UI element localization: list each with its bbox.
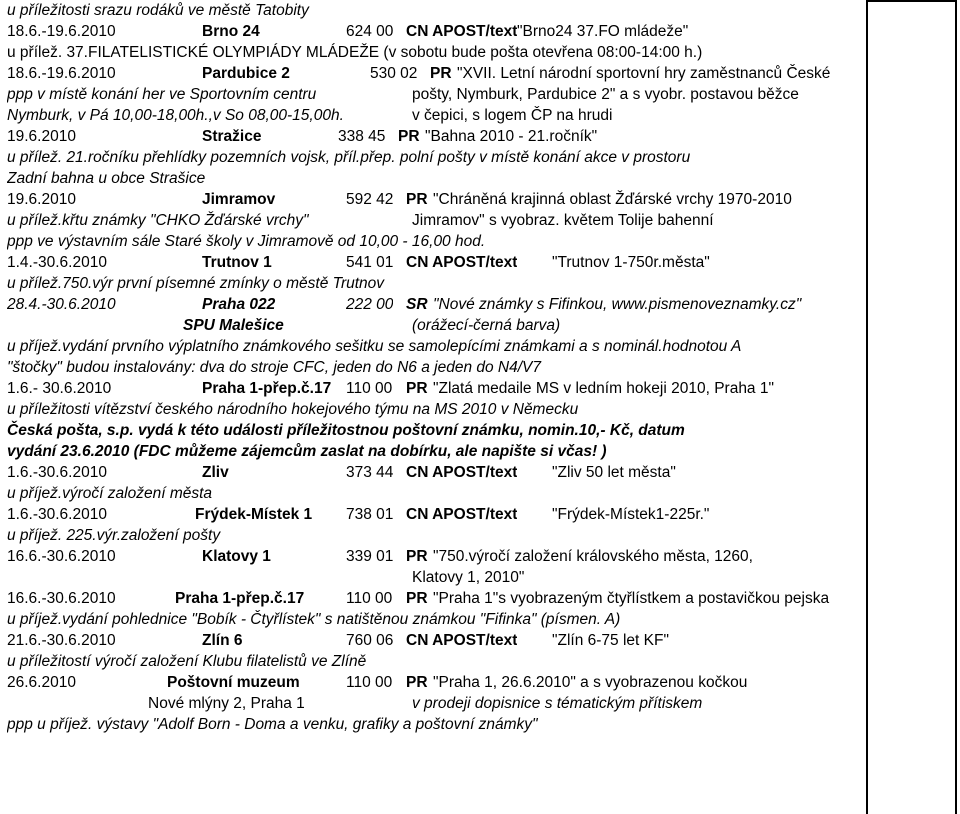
item-note: u příjež.vydání pohlednice "Bobík - Čtyřlístek" s natištěnou známkou "Fifinka" (písmen. A) [7,611,621,628]
item-type: PR [398,128,420,145]
item-postcode: 760 06 [346,632,394,649]
item-text: "Bahna 2010 - 21.ročník" [425,128,598,145]
item-postcode: 541 01 [346,254,394,271]
item-postcode: 110 00 [346,380,393,397]
item-note: u příjež.výročí založení města [7,485,213,502]
item-note: u příjež.vydání prvního výplatního známkového sešitku se samolepícími známkami a s nominál.hodnotou A [7,338,742,355]
item-text: "750.výročí založení královského města, 1260, [433,548,753,565]
item-postcode: 738 01 [346,506,394,523]
item-text: "Frýdek-Místek1-225r." [552,506,710,523]
item-text: "Zlín 6-75 let KF" [552,632,669,649]
table-border-right-outer [955,0,957,814]
item-postcode: 530 02 [370,65,418,82]
item-text: "Chráněná krajinná oblast Žďárské vrchy 1970-2010 [433,191,792,208]
item-date: 21.6.-30.6.2010 [7,632,116,649]
item-date: 18.6.-19.6.2010 [7,65,116,82]
item-office: Praha 1-přep.č.17 [175,590,305,607]
item-text: Jimramov" s vyobraz. květem Tolije bahenní [412,212,714,229]
item-text: "Brno24 37.FO mládeže" [517,23,689,40]
item-office: Frýdek-Místek 1 [195,506,313,523]
item-note: Zadní bahna u obce Strašice [7,170,206,187]
item-date: 16.6.-30.6.2010 [7,590,116,607]
item-text: "Praha 1, 26.6.2010" a s vyobrazenou kočkou [433,674,748,691]
item-date: 1.6.- 30.6.2010 [7,380,112,397]
item-note: u příležitosti srazu rodáků ve městě Tatobity [7,2,309,19]
item-office: Klatovy 1 [202,548,271,565]
item-date: 28.4.-30.6.2010 [7,296,116,313]
item-note: u přílež. 21.ročníku přehlídky pozemních vojsk, příl.přep. polní pošty v místě konání akce v prostoru [7,149,691,166]
item-date: 19.6.2010 [7,191,76,208]
item-type: CN APOST/text [406,23,518,40]
item-type: PR [430,65,452,82]
item-office: Pardubice 2 [202,65,290,82]
item-office: Praha 1-přep.č.17 [202,380,332,397]
item-text: "Zliv 50 let města" [552,464,676,481]
item-postcode: 339 01 [346,548,394,565]
item-office: SPU Malešice [183,317,284,334]
item-date: 19.6.2010 [7,128,76,145]
item-type: CN APOST/text [406,506,518,523]
item-date: 16.6.-30.6.2010 [7,548,116,565]
item-type: PR [406,590,428,607]
table-border-top [866,0,957,2]
item-postcode: 338 45 [338,128,386,145]
item-office: Praha 022 [202,296,276,313]
item-text: "Praha 1"s vyobrazeným čtyřlístkem a postavičkou pejska [433,590,830,607]
item-note: "štočky" budou instalovány: dva do stroje CFC, jeden do N6 a jeden do N4/V7 [7,359,542,376]
item-office: Nové mlýny 2, Praha 1 [148,695,305,712]
item-date: 26.6.2010 [7,674,76,691]
item-date: 1.6.-30.6.2010 [7,506,107,523]
item-office: Poštovní muzeum [167,674,300,691]
item-type: PR [406,380,428,397]
item-type: CN APOST/text [406,632,518,649]
item-note: vydání 23.6.2010 (FDC můžeme zájemcům zaslat na dobírku, ale napište si včas! ) [7,443,607,460]
item-postcode: 624 00 [346,23,394,40]
item-office: Jimramov [202,191,276,208]
item-text: "Zlatá medaile MS v ledním hokeji 2010, Praha 1" [433,380,774,397]
item-note: u přílež.křtu známky "CHKO Žďárské vrchy" [7,212,309,229]
item-office: Zlín 6 [202,632,243,649]
item-type: PR [406,548,428,565]
item-text: v čepici, s logem ČP na hrudi [412,107,613,124]
item-text: Klatovy 1, 2010" [412,569,525,586]
item-text: v prodeji dopisnice s tématickým přítiskem [412,695,703,712]
item-postcode: 110 00 [346,674,393,691]
item-postcode: 110 00 [346,590,393,607]
item-type: SR [406,296,428,313]
item-office: Trutnov 1 [202,254,272,271]
item-postcode: 222 00 [346,296,394,313]
item-office: Zliv [202,464,229,481]
item-type: CN APOST/text [406,464,518,481]
item-text: pošty, Nymburk, Pardubice 2" a s vyobr. postavou běžce [412,86,799,103]
item-text: "XVII. Letní národní sportovní hry zaměstnanců České [457,65,831,82]
item-note: Nymburk, v Pá 10,00-18,00h.,v So 08,00-15,00h. [7,107,344,124]
item-note: u příjež. 225.výr.založení pošty [7,527,221,544]
item-note: ppp u příjež. výstavy "Adolf Born - Doma a venku, grafiky a poštovní známky" [7,716,538,733]
item-postcode: 373 44 [346,464,394,481]
item-note: u přílež.750.výr první písemné zmínky o městě Trutnov [7,275,385,292]
item-type: PR [406,191,428,208]
item-note: ppp ve výstavním sále Staré školy v Jimramově od 10,00 - 16,00 hod. [7,233,486,250]
item-type: PR [406,674,428,691]
item-note: Česká pošta, s.p. vydá k této události příležitostnou poštovní známku, nomin.10,- Kč, datum [7,422,685,439]
item-type: CN APOST/text [406,254,518,271]
item-note: u příležitostí výročí založení Klubu filatelistů ve Zlíně [7,653,367,670]
item-text: "Trutnov 1-750r.města" [552,254,710,271]
item-text: "Nové známky s Fifinkou, www.pismenoveznamky.cz" [433,296,802,313]
item-date: 1.6.-30.6.2010 [7,464,107,481]
item-note: ppp v místě konání her ve Sportovním centru [7,86,317,103]
item-office: Stražice [202,128,262,145]
item-note: u přílež. 37.FILATELISTICKÉ OLYMPIÁDY MLÁDEŽE (v sobotu bude pošta otevřena 08:00-14:00 h.) [7,44,703,61]
item-note: u příležitosti vítězství českého národního hokejového týmu na MS 2010 v Německu [7,401,579,418]
item-date: 18.6.-19.6.2010 [7,23,116,40]
item-office: Brno 24 [202,23,260,40]
item-date: 1.4.-30.6.2010 [7,254,107,271]
item-text: (orážecí-černá barva) [412,317,561,334]
item-postcode: 592 42 [346,191,394,208]
